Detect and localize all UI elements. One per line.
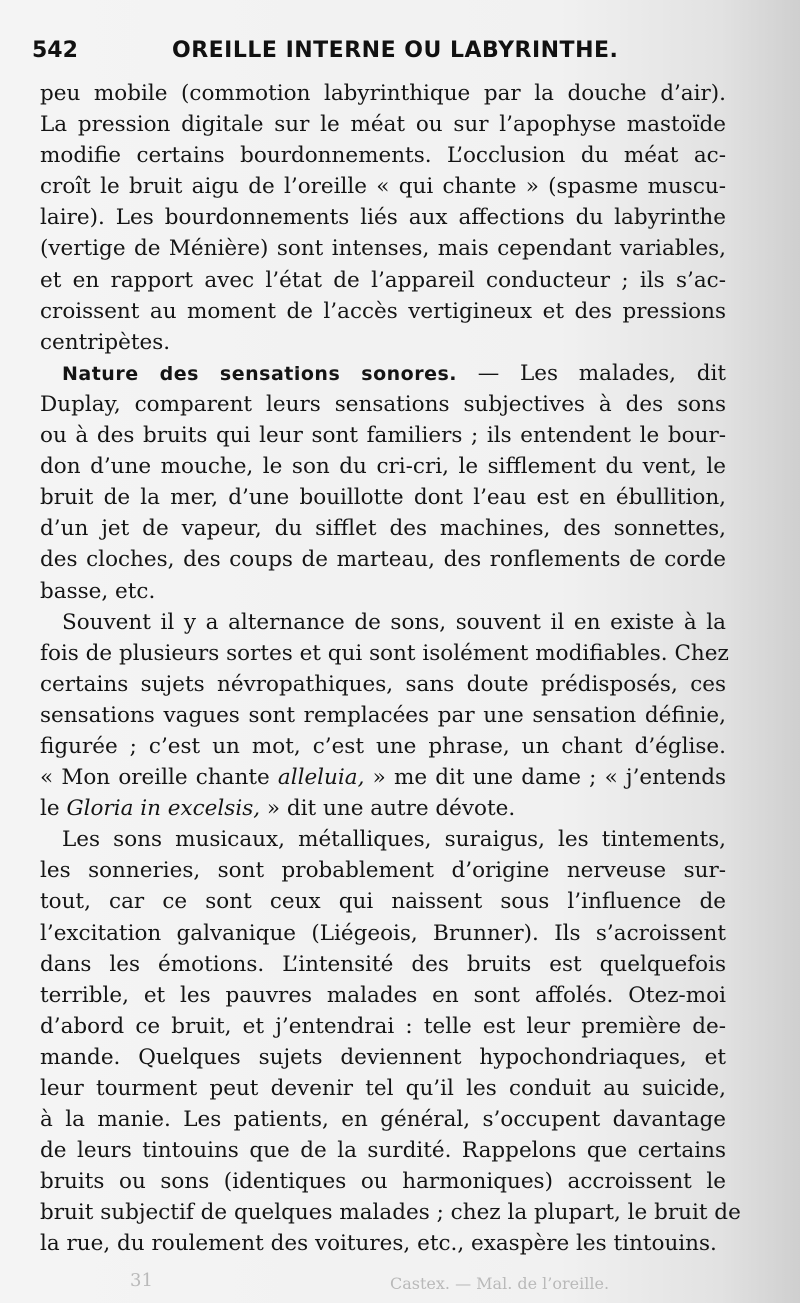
italic-alleluia: alleluia, [277,765,365,791]
text-line: Duplay, comparent leurs sensations subjectives à des sons [40,391,726,417]
text-line: les sonneries, sont probablement d’origine nerveuse sur- [40,858,726,884]
text-line [40,793,726,824]
text-line: peu mobile (commotion labyrinthique par la douche d’air). [40,81,726,106]
text-line: centripètes. [40,329,171,355]
text-line: laire). Les bourdonnements liés aux affections du labyrinthe [40,205,726,231]
text-line: Les sons musicaux, métalliques, suraigus, les tintements, [62,827,726,853]
text-line: bruits ou sons (identiques ou harmoniques) accroissent le [40,1169,726,1195]
quote-rest: » me dit une dame ; « j’entends [364,765,726,791]
text-line: figurée ; c’est un mot, c’est une phrase, un chant d’église. [40,733,726,759]
body-text [40,78,741,1260]
text-line: de leurs tintouins que de la surdité. Rappelons que certains [40,1138,726,1164]
text-line: Souvent il y a alternance de sons, souvent il en existe à la [62,609,726,635]
text-line: certains sujets névropathiques, sans doute prédisposés, ces [40,671,726,697]
text-line: des cloches, des coups de marteau, des ronflements de corde [40,547,726,573]
signature-mark: 31 [130,1270,153,1291]
text-line: d’un jet de vapeur, du sifflet des machines, des sonnettes, [40,516,726,542]
text-line: l’excitation galvanique (Liégeois, Brunner). Ils s’acroissent [40,920,726,946]
line-start: le [40,796,67,822]
text-line: d’abord ce bruit, et j’entendrai : telle est leur première de- [40,1013,726,1039]
text-line: terrible, et les pauvres malades en sont affolés. Otez-moi [40,982,726,1008]
text-line: ou à des bruits qui leur sont familiers ; ils entendent le bour- [40,423,726,449]
page-header [32,38,732,74]
text-line: mande. Quelques sujets deviennent hypochondriaques, et [40,1044,726,1070]
text-line: tout, car ce sont ceux qui naissent sous l’influence de [40,889,726,915]
text-line: croît le bruit aigu de l’oreille « qui chante » (spasme muscu- [40,174,726,200]
text-line: leur tourment peut devenir tel qu’il les conduit au suicide, [40,1076,726,1101]
section-heading-rest: — Les malades, dit [457,360,727,386]
text-line: bruit de la mer, d’une bouillotte dont l’eau est en ébullition, [40,485,726,511]
quote-open: « Mon oreille chante [40,765,278,791]
section-heading: Nature des sensations sonores. [62,362,457,385]
text-line: modifie certains bourdonnements. L’occlusion du méat ac- [40,143,726,169]
text-line: don d’une mouche, le son du cri-cri, le sifflement du vent, le [40,454,726,480]
text-line: (vertige de Ménière) sont intenses, mais cependant variables, [40,236,726,262]
text-line: fois de plusieurs sortes et qui sont isolément modifiables. Chez [40,640,729,666]
text-line: dans les émotions. L’intensité des bruits est quelquefois [40,951,726,977]
text-line: et en rapport avec l’état de l’appareil conducteur ; ils s’ac- [40,267,726,293]
text-line [40,762,726,793]
line-rest: » dit une autre dévote. [260,796,516,822]
text-line: La pression digitale sur le méat ou sur l’apophyse mastoïde [40,112,726,138]
italic-gloria: Gloria in excelsis, [66,796,261,822]
text-line: basse, etc. [40,578,156,604]
page-number: 542 [32,38,78,63]
section-heading-line [40,358,726,389]
bleed-through-text: Castex. — Mal. de l’oreille. [390,1274,610,1293]
page-footer [130,1268,730,1298]
text-line: sensations vagues sont remplacées par une sensation définie, [40,702,726,728]
running-title: OREILLE INTERNE OU LABYRINTHE. [172,38,619,63]
text-line: bruit subjectif de quelques malades ; chez la plupart, le bruit de [40,1200,741,1226]
text-line: la rue, du roulement des voitures, etc., exaspère les tintouins. [40,1231,717,1257]
text-line: à la manie. Les patients, en général, s’occupent davantage [40,1107,726,1133]
text-line: croissent au moment de l’accès vertigineux et des pressions [40,298,726,324]
